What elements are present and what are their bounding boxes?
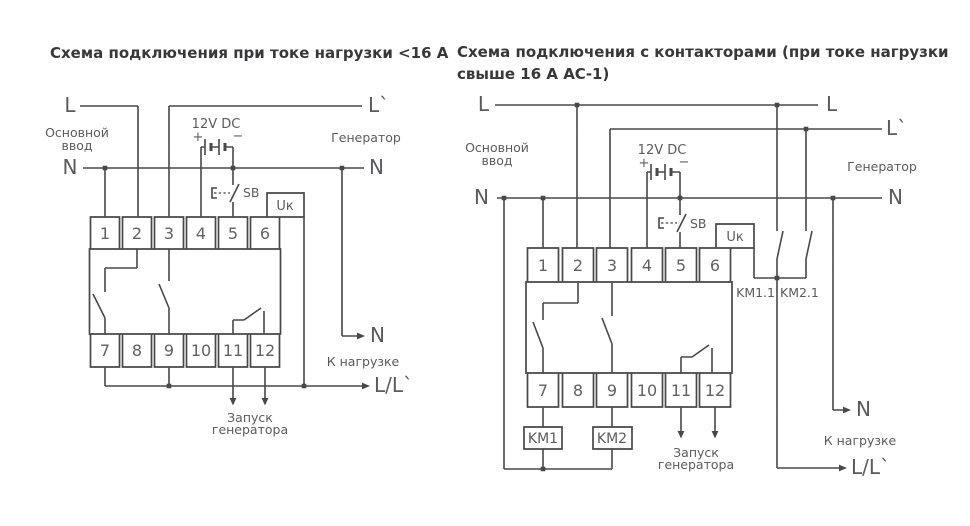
left-uk-label: Uк xyxy=(276,199,294,214)
left-start-label-1: Запуск xyxy=(227,410,273,425)
right-source-label-1: Основной xyxy=(465,140,529,155)
left-source-label-1: Основной xyxy=(45,125,109,140)
terminal-number: 1 xyxy=(537,256,549,275)
left-sb-label: SB xyxy=(243,185,260,200)
right-start-label-1: Запуск xyxy=(673,445,719,460)
left-l-gen-label: L` xyxy=(368,93,390,117)
right-generator-label: Генератор xyxy=(847,159,917,174)
terminal-number: 2 xyxy=(572,256,584,275)
terminal-number: 11 xyxy=(670,381,692,400)
left-n-gen-label: N xyxy=(369,155,384,179)
left-diagram-title: Схема подключения при токе нагрузки <16 А xyxy=(50,44,449,62)
left-terminal-numbers xyxy=(100,224,275,360)
right-uk-label: Uк xyxy=(726,230,744,245)
terminal-number: 5 xyxy=(675,256,687,275)
right-km11-label: KM1.1 xyxy=(736,285,775,300)
terminal-number: 9 xyxy=(606,381,618,400)
left-battery-plus: + xyxy=(192,130,204,145)
right-n-gen-label: N xyxy=(888,185,903,209)
left-start-label-2: генератора xyxy=(211,422,289,437)
terminal-number: 10 xyxy=(190,341,212,360)
terminal-number: 12 xyxy=(254,341,276,360)
terminal-number: 2 xyxy=(131,224,143,243)
right-sb-label: SB xyxy=(690,216,707,231)
terminal-number: 9 xyxy=(163,341,175,360)
terminal-number: 11 xyxy=(222,341,244,360)
terminal-number: 6 xyxy=(259,224,271,243)
left-battery-label: 12V DC xyxy=(191,117,241,132)
terminal-number: 12 xyxy=(704,381,726,400)
left-generator-label: Генератор xyxy=(331,130,401,145)
right-battery-minus: − xyxy=(678,155,690,170)
right-n-in-label: N xyxy=(474,185,489,209)
terminal-number: 8 xyxy=(131,341,143,360)
left-source-label-2: ввод xyxy=(61,138,93,153)
right-km1-label: KM1 xyxy=(527,431,559,447)
terminal-number: 5 xyxy=(227,224,239,243)
terminal-number: 7 xyxy=(537,381,549,400)
terminal-number: 1 xyxy=(99,224,111,243)
left-diagram xyxy=(45,44,449,437)
right-battery-label: 12V DC xyxy=(637,143,687,158)
right-diagram-title-line1: Схема подключения с контакторами (при токе нагрузки xyxy=(457,43,949,61)
terminal-number: 8 xyxy=(572,381,584,400)
right-km21-label: KM2.1 xyxy=(780,285,819,300)
right-battery-plus: + xyxy=(638,156,650,171)
left-n-load-label: N xyxy=(370,323,385,347)
right-to-load-label: К нагрузке xyxy=(823,433,897,448)
right-diagram xyxy=(457,43,949,479)
left-to-load-label: К нагрузке xyxy=(326,354,400,369)
left-l-out-label: L/L` xyxy=(374,373,414,397)
left-n-in-label: N xyxy=(62,155,78,179)
right-l-gen-label: L` xyxy=(886,116,908,140)
left-l-in-label: L xyxy=(64,93,76,117)
right-n-load-label: N xyxy=(856,397,871,421)
right-diagram-title-line2: свыше 16 А АС-1) xyxy=(457,65,610,83)
terminal-number: 7 xyxy=(99,341,111,360)
right-l-in-label: L xyxy=(477,92,489,116)
left-battery-minus: − xyxy=(232,129,244,144)
terminal-number: 3 xyxy=(606,256,618,275)
right-km2-label: KM2 xyxy=(596,431,628,447)
terminal-number: 3 xyxy=(163,224,175,243)
right-source-label-2: ввод xyxy=(481,153,513,168)
terminal-number: 4 xyxy=(195,224,207,243)
terminal-number: 10 xyxy=(636,381,658,400)
right-l-out-label: L/L` xyxy=(851,455,891,479)
terminal-number: 6 xyxy=(709,256,721,275)
right-l-in-right-label: L xyxy=(826,92,838,116)
right-start-label-2: генератора xyxy=(657,457,735,472)
terminal-number: 4 xyxy=(641,256,653,275)
